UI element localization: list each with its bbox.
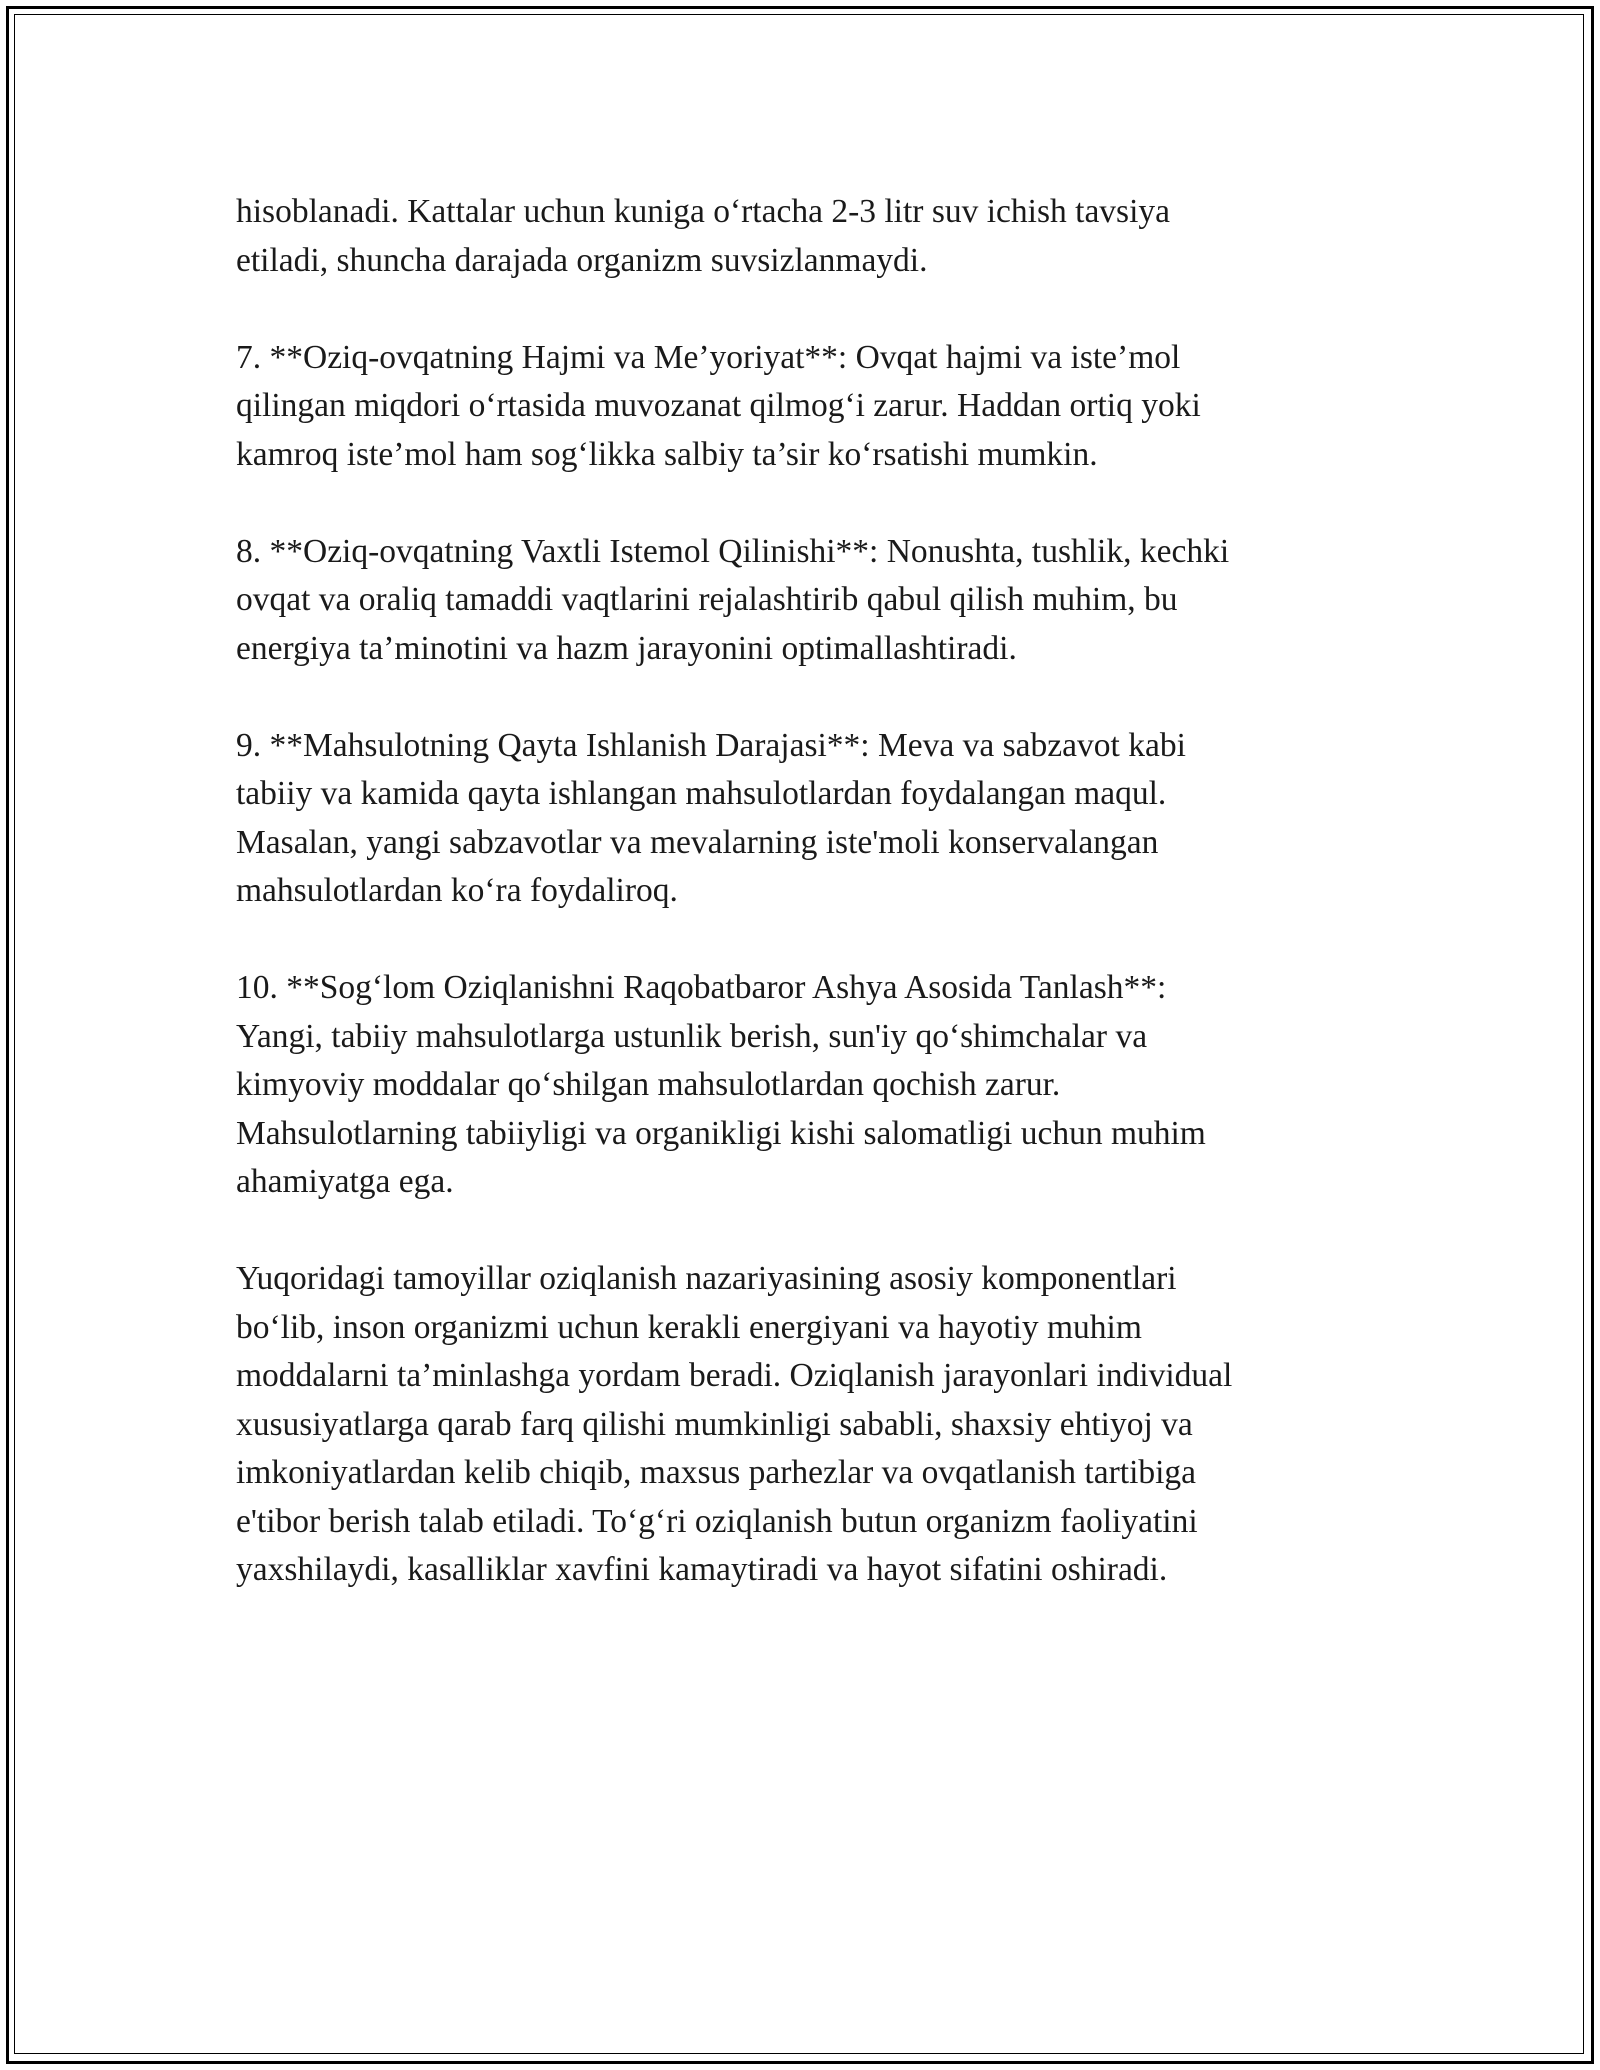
paragraph-continuation: hisoblanadi. Kattalar uchun kuniga o‘rtacha 2-3 litr suv ichish tavsiya etiladi, shuncha darajada organizm suvsizlanmaydi. <box>236 193 1171 279</box>
paragraph-conclusion: Yuqoridagi tamoyillar oziqlanish nazariyasining asosiy komponentlari bo‘lib, inson organizmi uchun kerakli energiyani va hayotiy muhim moddalarni ta’minlashga yordam beradi. Oziqlanish jarayonlari individual xususiyatlarga qarab farq qilishi mumkinligi sababli, shaxsiy ehtiyoj va imkoniyatlardan kelib chiqib, maxsus parhezlar va ovqatlanish tartibiga e'tibor berish talab etiladi. To‘g‘ri oziqlanish butun organizm faoliyatini yaxshilaydi, kasalliklar xavfini kamaytiradi va hayot sifatini oshiradi. <box>236 1260 1233 1588</box>
paragraph-item-8: 8. **Oziq-ovqatning Vaxtli Istemol Qilinishi**: Nonushta, tushlik, kechki ovqat va oraliq tamaddi vaqtlarini rejalashtirib qabul qilish muhim, bu energiya ta’minotini va hazm jarayonini optimallashtiradi. <box>236 532 1230 667</box>
paragraph-item-7: 7. **Oziq-ovqatning Hajmi va Me’yoriyat**: Ovqat hajmi va iste’mol qilingan miqdori o‘rtasida muvozanat qilmog‘i zarur. Haddan ortiq yoki kamroq iste’mol ham sog‘likka salbiy ta’sir ko‘rsatishi mumkin. <box>236 338 1201 473</box>
paragraph-item-10: 10. **Sog‘lom Oziqlanishni Raqobatbaror Ashya Asosida Tanlash**: Yangi, tabiiy mahsulotlarga ustunlik berish, sun'iy qo‘shimchalar va kimyoviy moddalar qo‘shilgan mahsulotlardan qochish zarur. Mahsulotlarning tabiiyligi va organikligi kishi salomatligi uchun muhim ahamiyatga ega. <box>236 969 1206 1200</box>
document-body <box>236 188 1346 1595</box>
paragraph-item-9: 9. **Mahsulotning Qayta Ishlanish Darajasi**: Meva va sabzavot kabi tabiiy va kamida qayta ishlangan mahsulotlardan foydalangan maqul. Masalan, yangi sabzavotlar va mevalarning iste'moli konservalangan mahsulotlardan ko‘ra foydaliroq. <box>236 726 1186 909</box>
